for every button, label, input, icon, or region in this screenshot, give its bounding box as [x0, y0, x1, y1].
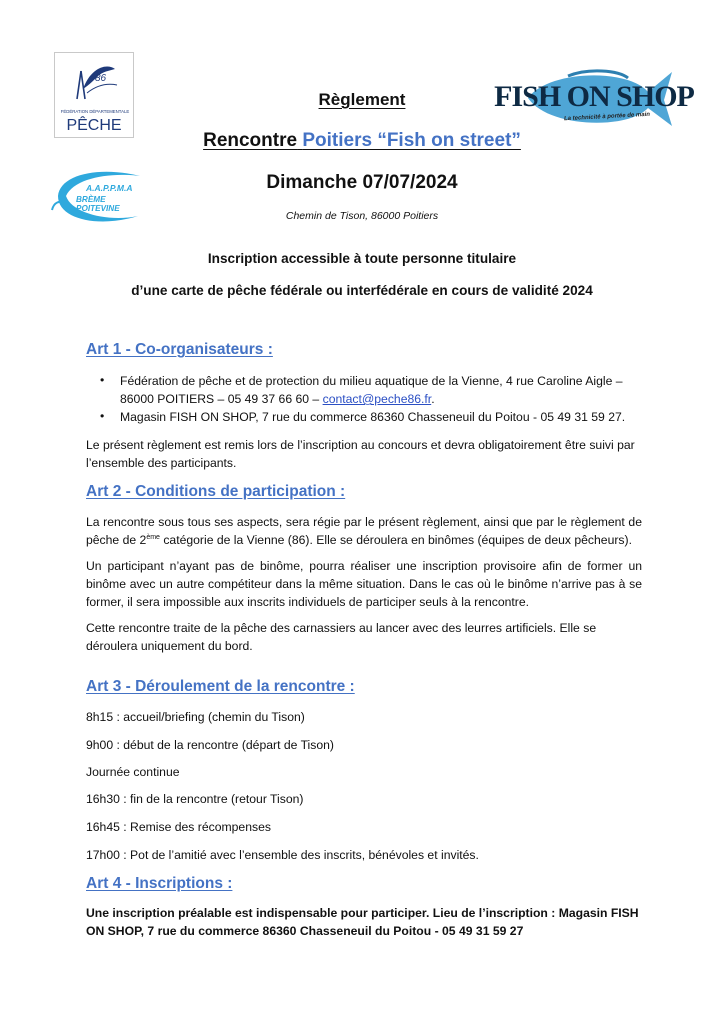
schedule-item: 16h30 : fin de la rencontre (retour Tison) [86, 792, 304, 806]
eligibility-line2: d’une carte de pêche fédérale ou interfédérale en cours de validité 2024 [131, 283, 593, 298]
schedule-item: 16h45 : Remise des récompenses [86, 820, 271, 834]
logo-name: FISH ON SHOP [494, 80, 694, 113]
art2-paragraph2: Un participant n’ayant pas de binôme, pourra réaliser une inscription provisoire afin de former un binôme avec un autre compétiteur dans la même situation. Dans le cas où le binôme n’arrive pas à se former, il sera impossible aux inscrits individuels de participer seuls à la rencontre. [86, 559, 642, 609]
art1-bullet2: Magasin FISH ON SHOP, 7 rue du commerce 86360 Chasseneuil du Poitou - 05 49 31 59 27. [120, 410, 626, 424]
bullet1-suffix: . [431, 392, 435, 406]
art4-text: Une inscription préalable est indispensable pour participer. Lieu de l’inscription : Magasin FISH ON SHOP, 7 rue du commerce 86360 Chasseneuil du Poitou - 05 49 31 59 27 [86, 906, 639, 938]
bullet1-line2: 86000 POITIERS – 05 49 37 66 60 – [120, 392, 323, 406]
art1-paragraph: Le présent règlement est remis lors de l’inscription au concours et devra obligatoirement être suivi par l’ensemble des participants. [86, 438, 635, 470]
subtitle-highlight: Poitiers “Fish on street” [302, 130, 521, 151]
event-subtitle [0, 130, 724, 152]
art1-bullet1 [120, 372, 650, 408]
art2-paragraph3: Cette rencontre traite de la pêche des carnassiers au lancer avec des leurres artificiels. Elle se déroulera uniquement du bord. [86, 621, 597, 653]
bullet1-line1: Fédération de pêche et de protection du milieu aquatique de la Vienne, 4 rue Caroline Aigle – [120, 374, 623, 388]
event-location: Chemin de Tison, 86000 Poitiers [285, 210, 439, 222]
document-title [0, 90, 724, 110]
schedule-item: Journée continue [86, 765, 180, 779]
subtitle-prefix: Rencontre [203, 130, 298, 151]
schedule-item: 17h00 : Pot de l’amitié avec l’ensemble des inscrits, bénévoles et invités. [86, 848, 479, 862]
logo-tagline: La technicité à portée de main [563, 111, 651, 123]
art2-paragraph1 [86, 513, 642, 549]
schedule-item: 9h00 : début de la rencontre (départ de Tison) [86, 738, 334, 752]
bullet-icon: • [100, 373, 105, 387]
art2-p1-part2: catégorie de la Vienne (86). Elle se déroulera en binômes (équipes de deux pêcheurs). [159, 533, 632, 547]
art2-p1-part1: La rencontre sous tous ses aspects, sera régie par le présent règlement, ainsi que par le règlement de pêche de 2 [86, 515, 642, 547]
art3-heading: Art 3 - Déroulement de la rencontre : [86, 678, 355, 695]
schedule-item: 8h15 : accueil/briefing (chemin du Tison) [86, 710, 305, 724]
art4-heading: Art 4 - Inscriptions : [86, 875, 233, 892]
logo-line2: BRÈME POITEVINE [76, 195, 120, 213]
art2-heading: Art 2 - Conditions de participation : [86, 483, 346, 500]
contact-email-link[interactable]: contact@peche86.fr [322, 392, 432, 406]
title-text: Règlement [318, 90, 406, 109]
logo-number: 86 [95, 73, 107, 84]
logo-name: PÊCHE [66, 117, 122, 134]
logo-federation: FÉDÉRATION DÉPARTEMENTALE [60, 109, 130, 114]
bullet-icon: • [100, 409, 105, 423]
logo-line1: A.A.P.P.M.A [86, 183, 133, 193]
eligibility-line1: Inscription accessible à toute personne titulaire [207, 251, 517, 266]
art2-p1-sup: ème [146, 533, 160, 541]
art1-heading: Art 1 - Co-organisateurs : [86, 341, 273, 358]
event-date: Dimanche 07/07/2024 [266, 172, 458, 193]
